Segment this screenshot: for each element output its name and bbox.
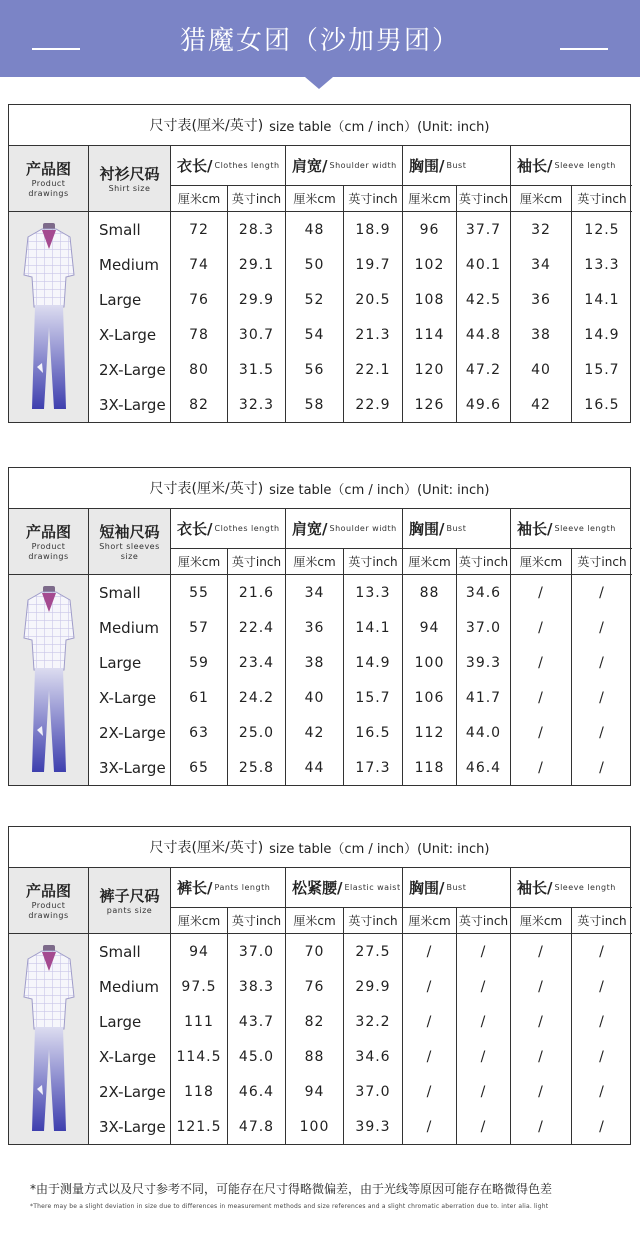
unit-inch: 英寸inch <box>457 908 511 934</box>
measurement-value: 56 <box>286 352 344 387</box>
size-column-label-en: Short sleeves size <box>99 542 160 561</box>
measurement-value: / <box>599 1118 605 1135</box>
measurement-value: / <box>599 978 605 995</box>
measurement-value: 114 <box>403 317 457 352</box>
product-drawings-label: 产品图 <box>25 882 71 900</box>
measurement-value: 12.5 <box>584 221 620 238</box>
measurement-value: / <box>599 689 605 706</box>
measurement-value: 40 <box>511 352 572 387</box>
measurement-value: 88 <box>403 575 457 610</box>
measure-group-label: 袖长/ <box>517 157 553 175</box>
product-drawings-label-en2: drawings <box>28 189 69 198</box>
measurement-value: 40 <box>286 680 344 715</box>
table-caption-en: size table（cm / inch）(Unit: inch) <box>269 119 490 135</box>
measurement-value: 108 <box>403 282 457 317</box>
measurement-value: 94 <box>286 1074 344 1109</box>
measure-group-label-en: Clothes length <box>214 161 280 170</box>
unit-inch: 英寸inch <box>457 549 511 575</box>
unit-inch: 英寸inch <box>572 186 632 212</box>
measure-group-label: 胸围/ <box>409 520 445 538</box>
measurement-value: 118 <box>171 1074 228 1109</box>
measurement-value: / <box>599 584 605 601</box>
measure-group-label: 袖长/ <box>517 879 553 897</box>
measurement-value: 42 <box>286 715 344 750</box>
size-label: 2X-Large <box>89 352 171 387</box>
unit-cm: 厘米cm <box>286 908 344 934</box>
measurement-value: 32 <box>511 212 572 247</box>
measure-group-label: 肩宽/ <box>292 157 328 175</box>
measurement-value: 18.9 <box>344 212 403 247</box>
measurement-value: / <box>403 1039 457 1074</box>
measurement-value: / <box>457 1004 511 1039</box>
measurement-value: 36 <box>511 282 572 317</box>
measurement-value: 42.5 <box>457 282 511 317</box>
size-label: 3X-Large <box>89 1109 171 1144</box>
measurement-value: 23.4 <box>228 645 286 680</box>
measure-group-header <box>403 146 511 186</box>
measure-group-label-en: Bust <box>446 161 467 170</box>
measure-group-header <box>171 146 286 186</box>
table-caption-zh: 尺寸表(厘米/英寸) <box>149 118 264 134</box>
measurement-value: 97.5 <box>171 969 228 1004</box>
measurement-value: 31.5 <box>228 352 286 387</box>
measurement-value: 14.1 <box>584 291 620 308</box>
size-column-label: 衬衫尺码 <box>99 165 160 183</box>
banner-pointer <box>305 77 333 89</box>
measurement-value: 94 <box>171 934 228 969</box>
measurement-value: 24.2 <box>228 680 286 715</box>
costume-figure-icon <box>20 580 78 780</box>
unit-cm: 厘米cm <box>171 549 228 575</box>
measurement-value: 14.1 <box>344 610 403 645</box>
unit-cm: 厘米cm <box>403 186 457 212</box>
measurement-value: / <box>599 724 605 741</box>
unit-cm: 厘米cm <box>171 908 228 934</box>
measurement-value: 25.0 <box>228 715 286 750</box>
measure-group-label-en: Pants length <box>214 883 271 892</box>
measurement-value: / <box>599 1083 605 1100</box>
size-column-label-en: pants size <box>106 906 153 915</box>
measurement-value: 30.7 <box>228 317 286 352</box>
measure-group-header <box>286 868 403 908</box>
measurement-value: / <box>511 575 572 610</box>
size-label: Small <box>89 575 171 610</box>
size-label: 2X-Large <box>89 1074 171 1109</box>
measure-group-label-en: Sleeve length <box>554 161 616 170</box>
measurement-value: 28.3 <box>228 212 286 247</box>
measurement-value: 49.6 <box>457 387 511 422</box>
measure-group-label-en: Clothes length <box>214 524 280 533</box>
measure-group-label: 袖长/ <box>517 520 553 538</box>
size-table <box>8 467 631 786</box>
measurement-value: 54 <box>286 317 344 352</box>
measurement-value: 19.7 <box>344 247 403 282</box>
measurement-value: / <box>599 1013 605 1030</box>
measurement-value: 15.7 <box>344 680 403 715</box>
size-column-label: 裤子尺码 <box>99 887 160 905</box>
measurement-value: 32.2 <box>344 1004 403 1039</box>
measure-group-label-en: Bust <box>446 524 467 533</box>
measurement-value: 82 <box>171 387 228 422</box>
table-caption <box>9 468 630 509</box>
table-caption-zh: 尺寸表(厘米/英寸) <box>149 481 264 497</box>
measurement-value: 50 <box>286 247 344 282</box>
unit-cm: 厘米cm <box>511 186 572 212</box>
measurement-value: 47.2 <box>457 352 511 387</box>
measurement-value: / <box>511 934 572 969</box>
measurement-value: / <box>403 969 457 1004</box>
measurement-value: 118 <box>403 750 457 785</box>
measurement-value: / <box>599 943 605 960</box>
measurement-value: 42 <box>511 387 572 422</box>
measure-group-header <box>511 868 632 908</box>
measurement-value: 14.9 <box>584 326 620 343</box>
measurement-value: 76 <box>171 282 228 317</box>
measurement-value: 74 <box>171 247 228 282</box>
measure-group-label: 衣长/ <box>177 520 213 538</box>
measurement-value: 16.5 <box>584 396 620 413</box>
unit-cm: 厘米cm <box>403 549 457 575</box>
measurement-value: 120 <box>403 352 457 387</box>
measurement-value: / <box>599 759 605 776</box>
measurement-value: 63 <box>171 715 228 750</box>
unit-cm: 厘米cm <box>403 908 457 934</box>
measurement-value: 47.8 <box>228 1109 286 1144</box>
measurement-value: 38 <box>286 645 344 680</box>
banner-left-rule <box>32 48 80 50</box>
measurement-value: / <box>403 1109 457 1144</box>
size-table <box>8 104 631 423</box>
table-grid <box>9 868 630 1144</box>
size-label: Medium <box>89 247 171 282</box>
measurement-value: 94 <box>403 610 457 645</box>
product-image <box>9 575 89 785</box>
product-drawings-label-en1: Product <box>31 542 66 551</box>
measurement-value: 38.3 <box>228 969 286 1004</box>
measurement-value: 37.0 <box>457 610 511 645</box>
measurement-value: 41.7 <box>457 680 511 715</box>
measurement-value: 14.9 <box>344 645 403 680</box>
measurement-value: 22.4 <box>228 610 286 645</box>
measurement-value: / <box>511 1109 572 1144</box>
measurement-value: / <box>511 1039 572 1074</box>
banner-title: 猎魔女团（沙加男团） <box>179 26 460 56</box>
measurement-value: 15.7 <box>584 361 620 378</box>
measurement-value: 102 <box>403 247 457 282</box>
measurement-value: 106 <box>403 680 457 715</box>
table-caption <box>9 827 630 868</box>
product-drawings-label-en2: drawings <box>28 911 69 920</box>
size-column-header <box>89 146 171 212</box>
measurement-value: 29.9 <box>228 282 286 317</box>
size-label: Small <box>89 212 171 247</box>
size-label: X-Large <box>89 680 171 715</box>
measurement-value: / <box>403 934 457 969</box>
table-grid <box>9 146 630 422</box>
measure-group-label-en: Sleeve length <box>554 883 616 892</box>
product-drawings-label-en1: Product <box>31 179 66 188</box>
measurement-value: 39.3 <box>457 645 511 680</box>
measurement-value: / <box>457 1109 511 1144</box>
measurement-value: 70 <box>286 934 344 969</box>
unit-cm: 厘米cm <box>511 908 572 934</box>
measurement-value: 121.5 <box>171 1109 228 1144</box>
measurement-value: 16.5 <box>344 715 403 750</box>
size-label: X-Large <box>89 1039 171 1074</box>
footnote-en: *There may be a slight deviation in size due to differences in measurement methods and size references and a slight chromatic aberration due to. inter alia. light <box>30 1203 549 1210</box>
measurement-value: / <box>511 1074 572 1109</box>
table-caption-en: size table（cm / inch）(Unit: inch) <box>269 841 490 857</box>
measure-group-label-en: Elastic waist <box>344 883 401 892</box>
measurement-value: 48 <box>286 212 344 247</box>
unit-inch: 英寸inch <box>228 908 286 934</box>
unit-cm: 厘米cm <box>286 549 344 575</box>
measurement-value: 46.4 <box>228 1074 286 1109</box>
measurement-value: 29.9 <box>344 969 403 1004</box>
measure-group-label: 胸围/ <box>409 879 445 897</box>
measurement-value: 44.0 <box>457 715 511 750</box>
product-drawings-header <box>9 146 89 212</box>
measure-group-header <box>286 146 403 186</box>
measurement-value: 58 <box>286 387 344 422</box>
measurement-value: 44.8 <box>457 317 511 352</box>
measurement-value: 32.3 <box>228 387 286 422</box>
measurement-value: 43.7 <box>228 1004 286 1039</box>
size-column-header <box>89 868 171 934</box>
product-drawings-label-en2: drawings <box>28 552 69 561</box>
size-table <box>8 826 631 1145</box>
measure-group-label: 肩宽/ <box>292 520 328 538</box>
measurement-value: 34 <box>511 247 572 282</box>
measurement-value: 37.7 <box>457 212 511 247</box>
measure-group-label: 胸围/ <box>409 157 445 175</box>
measurement-value: / <box>403 1074 457 1109</box>
measurement-value: / <box>511 610 572 645</box>
measurement-value: / <box>457 1039 511 1074</box>
measurement-value: / <box>511 645 572 680</box>
measurement-value: 61 <box>171 680 228 715</box>
measure-group-header <box>511 146 632 186</box>
size-column-label: 短袖尺码 <box>99 523 160 541</box>
size-label: 2X-Large <box>89 715 171 750</box>
measurement-value: / <box>511 680 572 715</box>
measurement-value: / <box>457 969 511 1004</box>
measurement-value: 45.0 <box>228 1039 286 1074</box>
measure-group-label-en: Bust <box>446 883 467 892</box>
measurement-value: 78 <box>171 317 228 352</box>
size-column-label-en: Shirt size <box>108 184 151 193</box>
measurement-value: 29.1 <box>228 247 286 282</box>
measurement-value: 65 <box>171 750 228 785</box>
measurement-value: 13.3 <box>584 256 620 273</box>
measurement-value: 126 <box>403 387 457 422</box>
measurement-value: / <box>599 654 605 671</box>
measurement-value: 88 <box>286 1039 344 1074</box>
measurement-value: 40.1 <box>457 247 511 282</box>
product-image <box>9 934 89 1144</box>
size-label: 3X-Large <box>89 387 171 422</box>
measure-group-header <box>171 868 286 908</box>
size-label: Small <box>89 934 171 969</box>
measurement-value: 38 <box>511 317 572 352</box>
footnote-zh: *由于测量方式以及尺寸参考不同，可能存在尺寸得略微偏差，由于光线等原因可能存在略微得色差 <box>30 1182 553 1196</box>
measurement-value: 82 <box>286 1004 344 1039</box>
measure-group-header <box>403 509 511 549</box>
measure-group-header <box>171 509 286 549</box>
measurement-value: 76 <box>286 969 344 1004</box>
size-label: Large <box>89 282 171 317</box>
table-caption-en: size table（cm / inch）(Unit: inch) <box>269 482 490 498</box>
measurement-value: / <box>599 1048 605 1065</box>
measure-group-header <box>511 509 632 549</box>
measurement-value: 34.6 <box>344 1039 403 1074</box>
measurement-value: 34.6 <box>457 575 511 610</box>
unit-inch: 英寸inch <box>572 908 632 934</box>
table-caption-zh: 尺寸表(厘米/英寸) <box>149 840 264 856</box>
measurement-value: / <box>599 619 605 636</box>
banner-right-rule <box>560 48 608 50</box>
measurement-value: 52 <box>286 282 344 317</box>
measurement-value: 55 <box>171 575 228 610</box>
size-label: 3X-Large <box>89 750 171 785</box>
product-drawings-label: 产品图 <box>25 160 71 178</box>
measurement-value: 21.6 <box>228 575 286 610</box>
size-label: Medium <box>89 969 171 1004</box>
measure-group-header <box>286 509 403 549</box>
costume-figure-icon <box>20 939 78 1139</box>
measurement-value: 100 <box>286 1109 344 1144</box>
measurement-value: 20.5 <box>344 282 403 317</box>
unit-cm: 厘米cm <box>286 186 344 212</box>
measure-group-label: 衣长/ <box>177 157 213 175</box>
measure-group-header <box>403 868 511 908</box>
measurement-value: 57 <box>171 610 228 645</box>
product-drawings-label-en1: Product <box>31 901 66 910</box>
unit-cm: 厘米cm <box>171 186 228 212</box>
measure-group-label-en: Sleeve length <box>554 524 616 533</box>
table-caption <box>9 105 630 146</box>
measurement-value: 111 <box>171 1004 228 1039</box>
table-grid <box>9 509 630 785</box>
unit-inch: 英寸inch <box>457 186 511 212</box>
measurement-value: / <box>511 969 572 1004</box>
unit-inch: 英寸inch <box>344 549 403 575</box>
measurement-value: 39.3 <box>344 1109 403 1144</box>
measure-group-label: 裤长/ <box>177 879 213 897</box>
measurement-value: 59 <box>171 645 228 680</box>
measurement-value: 37.0 <box>344 1074 403 1109</box>
banner <box>0 0 640 77</box>
unit-cm: 厘米cm <box>511 549 572 575</box>
unit-inch: 英寸inch <box>572 549 632 575</box>
measurement-value: 21.3 <box>344 317 403 352</box>
measurement-value: 44 <box>286 750 344 785</box>
size-label: Large <box>89 1004 171 1039</box>
measurement-value: / <box>457 934 511 969</box>
measurement-value: 17.3 <box>344 750 403 785</box>
measurement-value: / <box>403 1004 457 1039</box>
measure-group-label-en: Shoulder width <box>329 524 397 533</box>
unit-inch: 英寸inch <box>228 186 286 212</box>
measurement-value: 100 <box>403 645 457 680</box>
size-label: X-Large <box>89 317 171 352</box>
product-image <box>9 212 89 422</box>
unit-inch: 英寸inch <box>228 549 286 575</box>
unit-inch: 英寸inch <box>344 186 403 212</box>
measurement-value: 36 <box>286 610 344 645</box>
measurement-value: / <box>511 715 572 750</box>
measurement-value: 27.5 <box>344 934 403 969</box>
product-drawings-header <box>9 509 89 575</box>
measure-group-label: 松紧腰/ <box>292 879 343 897</box>
measurement-value: 37.0 <box>228 934 286 969</box>
measurement-value: 25.8 <box>228 750 286 785</box>
measurement-value: 96 <box>403 212 457 247</box>
measurement-value: 80 <box>171 352 228 387</box>
measure-group-label-en: Shoulder width <box>329 161 397 170</box>
measurement-value: 112 <box>403 715 457 750</box>
size-column-header <box>89 509 171 575</box>
measurement-value: / <box>511 1004 572 1039</box>
measurement-value: 22.1 <box>344 352 403 387</box>
measurement-value: 22.9 <box>344 387 403 422</box>
measurement-value: / <box>511 750 572 785</box>
measurement-value: 13.3 <box>344 575 403 610</box>
measurement-value: 34 <box>286 575 344 610</box>
measurement-value: / <box>457 1074 511 1109</box>
measurement-value: 114.5 <box>171 1039 228 1074</box>
product-drawings-label: 产品图 <box>25 523 71 541</box>
size-label: Medium <box>89 610 171 645</box>
measurement-value: 46.4 <box>457 750 511 785</box>
measurement-value: 72 <box>171 212 228 247</box>
unit-inch: 英寸inch <box>344 908 403 934</box>
product-drawings-header <box>9 868 89 934</box>
costume-figure-icon <box>20 217 78 417</box>
size-label: Large <box>89 645 171 680</box>
